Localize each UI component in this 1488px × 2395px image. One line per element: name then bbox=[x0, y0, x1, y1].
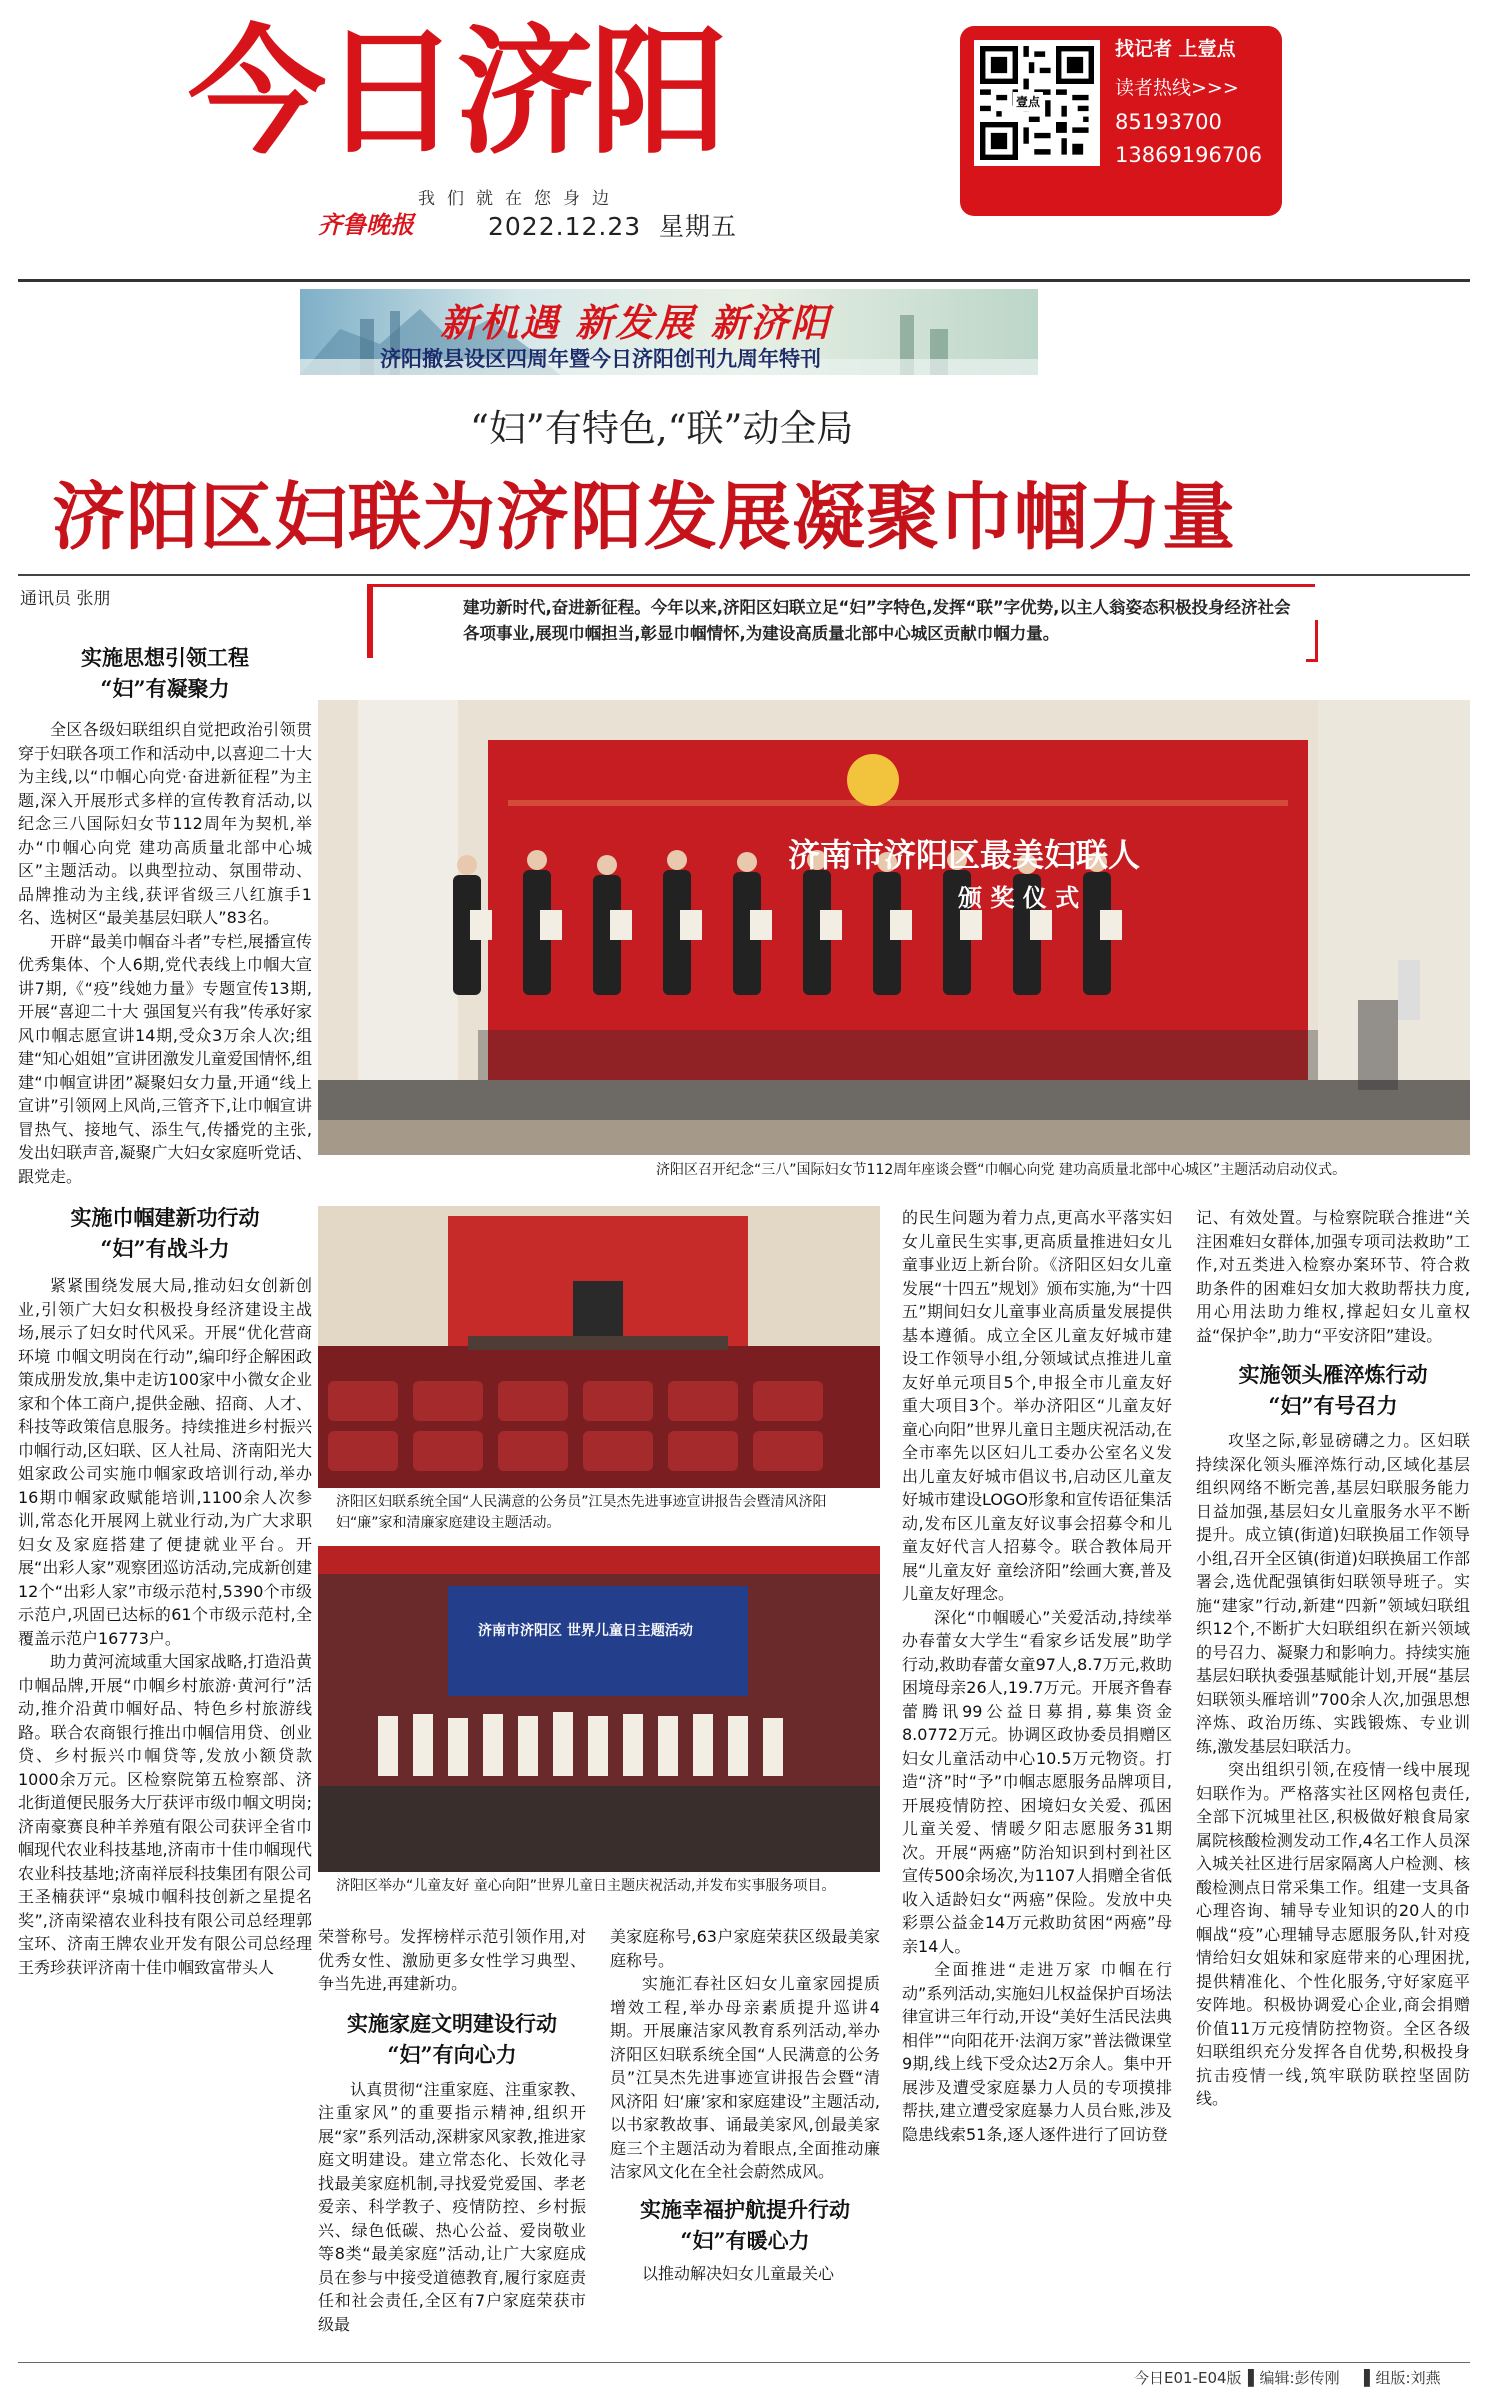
hotline-phone-2[interactable]: 13869196706 bbox=[1115, 143, 1262, 167]
article-lead: 建功新时代,奋进新征程。今年以来,济阳区妇联立足“妇”字特色,发挥“联”字优势,以主人翁姿态积极投身经济社会各项事业,展现巾帼担当,彰显巾帼情怀,为建设高质量北部中心城区贡献巾帼力量。 bbox=[367, 584, 1315, 658]
find-reporter-text: 找记者 上壹点 bbox=[1115, 38, 1236, 60]
headline-rule bbox=[18, 574, 1470, 576]
masthead-rule bbox=[18, 279, 1470, 282]
section-1-title-line-1: 实施思想引领工程 bbox=[81, 645, 249, 670]
section-1-title-line-2: “妇”有凝聚力 bbox=[100, 676, 230, 701]
paragraph: 认真贯彻“注重家庭、注重家教、注重家风”的重要指示精神,组织开展“家”系列活动,深耕家风家教,推进家庭文明建设。建立常态化、长效化寻找最美家庭机制,寻找爱党爱国、孝老爱亲、科学教子、疫情防控、乡村振兴、绿色低碳、热心公益、爱岗敬业等8类“最美家庭”活动,让广大家庭成员在参与中接受道德教育,履行家庭责任和社会责任,全区有7户家庭荣获市级最 bbox=[318, 2079, 586, 2334]
paragraph: 以推动解决妇女儿童最关心 bbox=[642, 2263, 835, 2283]
lead-bracket bbox=[1306, 620, 1318, 662]
weekday-text: 星期五 bbox=[659, 212, 738, 241]
footer-layout: ▌组版:刘燕 bbox=[1364, 2369, 1441, 2387]
bottom-photo-screen-text: 济南市济阳区 世界儿童日主题活动 bbox=[478, 1623, 693, 1639]
section-4-title-line-2: “妇”有暖心力 bbox=[680, 2227, 810, 2253]
paragraph: 深化“巾帼暖心”关爱活动,持续举办春蕾女大学生“看家乡话发展”助学行动,救助春蕾女童97人,8.7万元,救助困境母亲26人,19.7万元。开展齐鲁春蕾腾讯99公益日募捐,募集资金8.0772万元。协调区政协委员捐赠区妇女儿童活动中心10.5万元物资。打造“济”时“予”巾帼志愿服务品牌项目,开展疫情防控、困境妇女关爱、孤困儿童关爱、情暖夕阳志愿服务31期次。开展“两癌”防治知识到村到社区宣传500余场次,为1107人捐赠全省低收入适龄妇女“两癌”保险。发放中央彩票公益金14万元救助贫困“两癌”母亲14人。 bbox=[902, 1607, 1172, 1956]
paragraph: 攻坚之际,彰显磅礴之力。区妇联持续深化领头雁淬炼行动,区域化基层组织网络不断完善,基层妇联服务能力日益加强,基层妇女儿童服务水平不断提升。成立镇(街道)妇联换届工作领导小组,召开全区镇(街道)妇联换届工作部署会,选优配强镇街妇联领导班子。实施“建家”行动,新建“四新”领域妇联组织12个,不断扩大妇联组织在新兴领域的号召力、凝聚力和影响力。持续实施基层妇联执委强基赋能计划,开展“基层妇联领头雁培训”700余人次,加强思想淬炼、政治历练、实践锻炼、专业训练,激发基层妇联活力。 bbox=[1196, 1431, 1470, 1756]
paragraph: 紧紧围绕发展大局,推动妇女创新创业,引领广大妇女积极投身经济建设主战场,展示了妇女时代风采。开展“优化营商环境 巾帼文明岗在行动”,编印纾企解困政策成册发放,集中走访100家中小微女企业家和个体工商户,提供金融、招商、人才、科技等政策信息服务。持续推进乡村振兴巾帼行动,区妇联、区人社局、济南阳光大姐家政公司实施巾帼家政培训行动,举办16期巾帼家政赋能培训,1100余人次参训,常态化开展网上就业行动,为广大求职妇女及家庭搭建了便捷就业平台。开展“出彩人家”观察团巡访活动,完成新创建12个“出彩人家”市级示范村,5390个市级示范户,巩固已达标的61个市级示范村,全覆盖示范户16773户。 bbox=[18, 1276, 312, 1648]
banner-main-slogan: 新机遇 新发展 新济阳 bbox=[440, 300, 831, 345]
paragraph: 助力黄河流域重大国家战略,打造沿黄巾帼品牌,开展“巾帼乡村旅游·黄河行”活动,推介沿黄巾帼好品、特色乡村旅游线路。联合农商银行推出巾帼信用贷、创业贷、乡村振兴巾帼贷等,发放小额贷款1000余万元。区检察院第五检察部、济北街道便民服务大厅获评市级巾帼文明岗;济南豪赛良种羊养殖有限公司获评全省巾帼现代农业科技基地,济南市十佳巾帼现代农业科技基地;济南祥辰科技集团有限公司王圣楠获评“泉城巾帼科技创新之星提名奖”,济南梁禧农业科技有限公司总经理郭宝环、济南王牌农业开发有限公司总经理王秀珍获评济南十佳巾帼致富带头人 bbox=[18, 1652, 312, 1977]
section-3-title-line-2: “妇”有向心力 bbox=[387, 2041, 517, 2067]
section-2-body bbox=[18, 1274, 312, 1979]
bottom-photo-caption: 济阳区举办“儿童友好 童心向阳”世界儿童日主题庆祝活动,并发布实事服务项目。 bbox=[336, 1878, 836, 1894]
bottom-photo[interactable] bbox=[318, 1546, 880, 1872]
section-1-body bbox=[18, 718, 312, 1188]
mid-column-2-body bbox=[610, 1925, 880, 2184]
section-5-title-line-2: “妇”有号召力 bbox=[1268, 1393, 1398, 1418]
section-3-title-line-1: 实施家庭文明建设行动 bbox=[347, 2010, 557, 2036]
section-2-title-line-2: “妇”有战斗力 bbox=[100, 1236, 230, 1261]
paragraph: 全区各级妇联组织自觉把政治引领贯穿于妇联各项工作和活动中,以喜迎二十大为主线,以“巾帼心向党·奋进新征程”为主题,深入开展形式多样的宣传教育活动,以纪念三八国际妇女节112周年为契机,举办“巾帼心向党 建功高质量北部中心城区”主题活动。以典型拉动、氛围带动、品牌推动为主线,获评省级三八红旗手1名、选树区“最美基层妇联人”83名。 bbox=[18, 720, 312, 927]
section-3-title bbox=[318, 2008, 586, 2070]
footer-editor-text: 编辑:彭传刚 bbox=[1259, 2369, 1340, 2387]
paragraph: 记、有效处置。与检察院联合推进“关注困难妇女群体,加强专项司法救助”工作,对五类进入检察办案环节、符合救助条件的困难妇女加大救助帮扶力度,用心用法助力维权,撑起妇女儿童权益“保护伞”,助力“平安济阳”建设。 bbox=[1196, 1208, 1470, 1345]
section-5-body bbox=[1196, 1429, 1470, 2111]
footer-rule bbox=[18, 2362, 1470, 2363]
main-photo[interactable] bbox=[318, 700, 1470, 1155]
main-photo-banner-text-2: 颁 奖 仪 式 bbox=[958, 884, 1080, 912]
middle-photo-caption: 济阳区妇联系统全国“人民满意的公务员”江昊杰先进事迹宣讲报告会暨清风济阳妇“廉”家和清廉家庭建设主题活动。 bbox=[336, 1494, 827, 1531]
section-2-title-line-1: 实施巾帼建新功行动 bbox=[70, 1205, 260, 1230]
section-2-title bbox=[18, 1202, 312, 1264]
paragraph: 荣誉称号。发挥榜样示范引领作用,对优秀女性、激励更多女性学习典型、争当先进,再建新功。 bbox=[318, 1927, 586, 1993]
mid-column-1-top bbox=[318, 1925, 586, 1996]
paragraph: 美家庭称号,63户家庭荣获区级最美家庭称号。 bbox=[610, 1927, 880, 1970]
section-1-title bbox=[18, 642, 312, 704]
article-headline: 济阳区妇联为济阳发展凝聚巾帼力量 bbox=[52, 474, 1236, 560]
main-photo-banner-text: 济南市济阳区最美妇联人 bbox=[788, 836, 1141, 874]
hotline-phone-1[interactable]: 85193700 bbox=[1115, 110, 1222, 134]
paragraph: 突出组织引领,在疫情一线中展现妇联作为。严格落实社区网格包责任,全部下沉城里社区,积极做好粮食局家属院核酸检测发动工作,4名工作人员深入城关社区进行居家隔离人户检测、核酸检测点日常采集工作。组建一支具备心理咨询、辅导专业知识的20人的巾帼战“疫”心理辅导志愿服务队,针对疫情给妇女姐妹和家庭带来的心理困扰,提供精准化、个性化服务,守好家庭平安阵地。积极协调爱心企业,商会捐赠价值11万元疫情防控物资。全区各级妇联组织充分发挥各自优势,积极投身抗击疫情一线,筑牢联防联控坚固防线。 bbox=[1196, 1760, 1470, 2108]
date-text: 2022.12.23 bbox=[488, 212, 642, 241]
right-column-1-body bbox=[902, 1206, 1172, 2146]
paragraph: 的民生问题为着力点,更高水平落实妇女儿童民生实事,更高质量推进妇女儿童事业迈上新台阶。《济阳区妇女儿童发展“十四五”规划》颁布实施,为“十四五”期间妇女儿童事业高质量发展提供基本遵循。成立全区儿童友好城市建设工作领导小组,分领域试点推进儿童友好单元项目5个,申报全市儿童友好重大项目3个。举办济阳区“儿童友好 童心向阳”世界儿童日主题庆祝活动,在全市率先以区妇儿工委办公室名义发出儿童友好城市倡议书,启动区儿童友好城市建设LOGO形象和宣传语征集活动,发布区儿童友好议事会招募令和儿童友好代言人招募令。联合教体局开展“儿童友好 童绘济阳”绘画大赛,普及儿童友好理念。 bbox=[902, 1208, 1172, 1603]
hotline-label: 读者热线>>> bbox=[1115, 77, 1239, 99]
section-5-title bbox=[1196, 1359, 1470, 1421]
section-4-body bbox=[610, 2262, 880, 2286]
paragraph: 开辟“最美巾帼奋斗者”专栏,展播宣传优秀集体、个人6期,党代表线上巾帼大宣讲7期,《“疫”线她力量》专题宣传13期,开展“喜迎二十大 强国复兴有我”传承好家风巾帼志愿宣讲14期,受众3万余人次;组建“知心姐姐”宣讲团激发儿童爱国情怀,组建“巾帼宣讲团”凝聚妇女力量,开通“线上宣讲”引领网上风尚,三管齐下,让巾帼宣讲冒热气、接地气、添生气,传播党的主张,发出妇联声音,凝聚广大妇女家庭听党话、跟党走。 bbox=[18, 931, 312, 1186]
footer-pages: 今日E01-E04版 bbox=[1134, 2369, 1242, 2387]
paragraph: 实施汇春社区妇女儿童家园提质增效工程,举办母亲素质提升巡讲4期。开展廉洁家风教育系列活动,举办济阳区妇联系统全国“人民满意的公务员”江昊杰先进事迹宣讲报告会暨“清风济阳 妇‘廉’家和家庭建设”主题活动,以书家教故事、诵最美家风,创最美家庭三个主题活动为着眼点,全面推动廉洁家风文化在全社会蔚然成风。 bbox=[610, 1974, 880, 2181]
paper-logo: 齐鲁晚报 bbox=[318, 210, 414, 239]
section-5-title-line-1: 实施领头雁淬炼行动 bbox=[1238, 1362, 1428, 1387]
paragraph: 全面推进“走进万家 巾帼在行动”系列活动,实施妇儿权益保护百场法律宣讲三年行动,开设“美好生活民法典相伴”“向阳花开·法润万家”普法微课堂9期,线上线下受众达2万余人。集中开展涉及遭受家庭暴力人员的专项摸排帮扶,建立遭受家庭暴力人员台账,涉及隐患线索51条,逐人逐件进行了回访登 bbox=[902, 1960, 1172, 2144]
banner-subtitle: 济阳撤县设区四周年暨今日济阳创刊九周年特刊 bbox=[380, 347, 821, 371]
section-4-title bbox=[610, 2194, 880, 2256]
footer-editor: ▌编辑:彭传刚 bbox=[1248, 2369, 1340, 2387]
middle-photo[interactable] bbox=[318, 1206, 880, 1488]
right-column-2-top bbox=[1196, 1206, 1470, 1347]
qr-label: 壹点 bbox=[1013, 92, 1043, 111]
main-photo-caption: 济阳区召开纪念“三八”国际妇女节112周年座谈会暨“巾帼心向党 建功高质量北部中心城区”主题活动启动仪式。 bbox=[656, 1162, 1347, 1178]
article-kicker: “妇”有特色,“联”动全局 bbox=[470, 407, 854, 450]
section-3-body bbox=[318, 2078, 586, 2337]
section-4-title-line-1: 实施幸福护航提升行动 bbox=[640, 2196, 850, 2222]
article-byline: 通讯员 张朋 bbox=[20, 589, 111, 609]
issue-date bbox=[488, 207, 737, 243]
masthead-title: 今日济阳 bbox=[188, 12, 725, 173]
footer-layout-text: 组版:刘燕 bbox=[1375, 2369, 1441, 2387]
masthead-slogan: 我们就在您身边 bbox=[418, 189, 621, 209]
